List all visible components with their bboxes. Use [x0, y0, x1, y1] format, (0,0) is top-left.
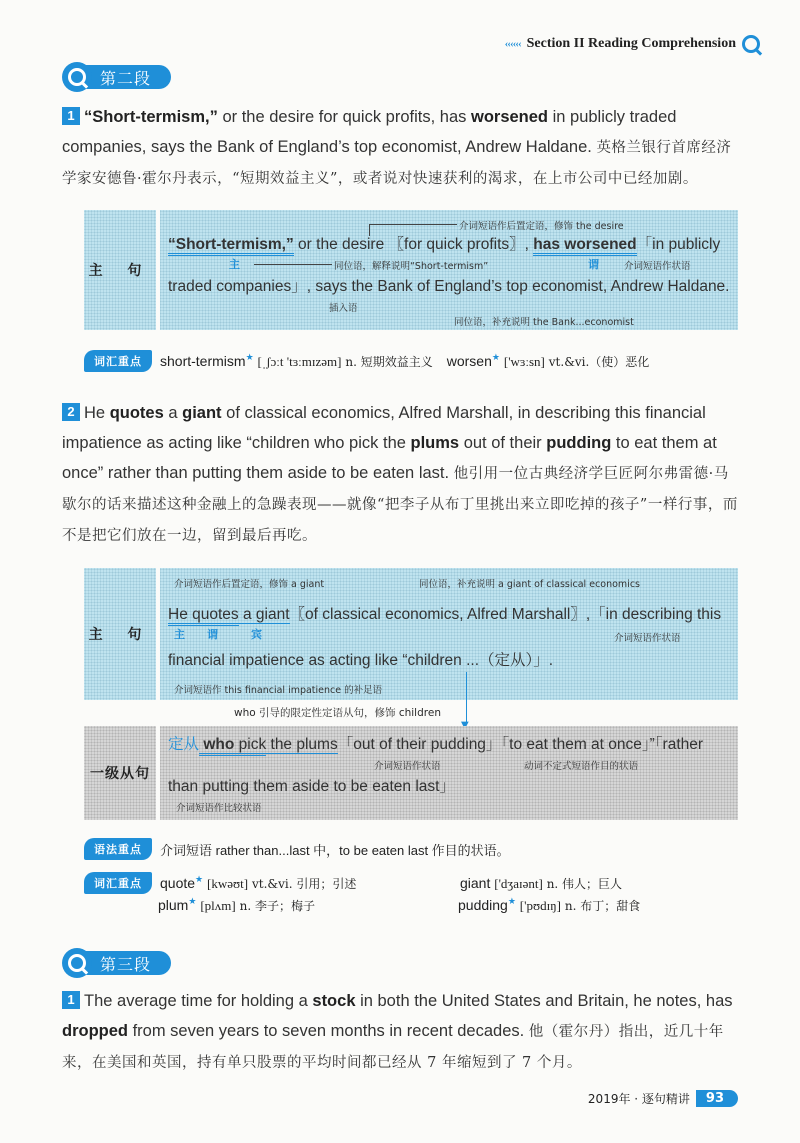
chevrons-icon: ‹‹‹‹‹‹: [504, 38, 521, 50]
paragraph-2: [62, 398, 742, 551]
vocab-word: quote: [160, 875, 196, 891]
annotation: 同位语，补充说明 a giant of classical economics: [419, 579, 641, 590]
clause-tag: 定从: [168, 736, 200, 753]
definition: vt.&vi. 引用；引述: [251, 877, 357, 891]
role-marks: 主 谓 宾: [174, 628, 262, 641]
sentence-line: [168, 274, 730, 296]
grammar-note: 介词短语 rather than...last 中，to be eaten last 作目的状语。: [160, 842, 510, 858]
predicate-mark: 谓: [588, 258, 599, 271]
keyword: giant: [182, 404, 222, 422]
panel-label: 主 句: [88, 263, 152, 279]
phonetic: [ˌʃɔːt 'tɜːmɪzəm]: [257, 354, 342, 369]
panel-label: 一级从句: [90, 766, 150, 782]
footer-label: 2019年 · 逐句精讲: [587, 1092, 690, 1106]
analysis-panel-main-clause-2: [84, 568, 738, 700]
page-footer: [588, 1090, 738, 1107]
analysis-panel-subclause: [84, 726, 738, 820]
phrase: traded companies」, says the Bank of England’s top economist, Andrew Haldane.: [168, 278, 730, 295]
annotation: who 引导的限定性定语从句，修饰 children: [234, 707, 441, 719]
subject-mark: 主: [229, 258, 240, 271]
vocab-word: worsen: [446, 353, 492, 369]
predicate: pick: [234, 736, 266, 756]
vocab-row: [158, 894, 744, 916]
vocab-block: [84, 872, 744, 916]
section-heading: [62, 62, 171, 92]
definition: n. 伟人；巨人: [546, 876, 623, 891]
definition: vt.&vi.（使）恶化: [548, 355, 650, 369]
paragraph-1: [62, 102, 742, 194]
phonetic: ['pʊdɪŋ]: [519, 898, 561, 913]
sentence-number: 1: [62, 991, 80, 1009]
star-icon: ★: [195, 874, 204, 884]
keyword: plums: [410, 434, 460, 452]
sentence-text: a: [163, 404, 183, 422]
sentence-number: 2: [62, 403, 80, 421]
section-title: 第二段: [78, 65, 171, 89]
keyword: worsened: [470, 108, 549, 126]
section-title: 第三段: [78, 951, 171, 975]
sentence-line: [168, 232, 720, 254]
vocab-row: [84, 350, 649, 372]
vocab-word: plum: [158, 897, 189, 913]
magnifier-icon: [62, 948, 92, 978]
phrase: than putting them aside to be eaten last」: [168, 778, 455, 795]
star-icon: ★: [507, 896, 516, 906]
sentence-line: [168, 648, 553, 670]
vocab-entry: [458, 896, 640, 914]
definition: n. 布丁；甜食: [564, 899, 641, 913]
sentence-text: of classical economics, Alfred Marshall, in describing this financial impatience as acting like “children who pick the: [62, 404, 706, 452]
subject: “Short-termism,”: [168, 236, 294, 256]
object: the plums: [266, 736, 338, 753]
grammar-row: [84, 838, 510, 860]
sentence-text: in publicly traded companies, says the Bank of England’s top economist, Andrew Haldane.: [62, 108, 677, 156]
vocab-entry: [158, 896, 458, 914]
annotation: 动词不定式短语作目的状语: [524, 761, 639, 772]
phrase: or the desire: [293, 236, 389, 253]
annotation: 介词短语作状语: [374, 761, 441, 772]
annotation: 插入语: [329, 303, 358, 314]
magnifier-icon: [742, 35, 760, 53]
phrase: 「in publicly: [636, 236, 721, 253]
star-icon: ★: [245, 352, 254, 362]
sentence-text: or the desire for quick profits, has: [217, 108, 471, 126]
annotation-line: [369, 224, 457, 225]
phrase: 〖of classical economics, Alfred Marshall〗,「in describing this: [289, 606, 722, 623]
phonetic: [plʌm]: [200, 898, 236, 913]
vocab-word: short-termism: [160, 353, 246, 369]
sentence-number: 1: [62, 107, 80, 125]
sentence-text: He: [84, 404, 110, 422]
translation: 英格兰银行首席经济学家安德鲁·霍尔丹表示，“短期效益主义”，或者说对快速获利的渴求，在上市公司中已经加剧。: [62, 140, 732, 187]
divider: [156, 568, 160, 700]
phrase: ,: [524, 236, 534, 253]
tag-vocab: 词汇重点: [84, 350, 152, 372]
vocab-word: giant: [460, 874, 491, 891]
running-header: [505, 34, 760, 54]
sentence-text: The average time for holding a: [84, 992, 313, 1010]
vocab-entry: [160, 352, 433, 370]
sentence-text: in both the United States and Britain, he notes, has: [355, 992, 733, 1010]
connector-arrow: [466, 672, 467, 724]
star-icon: ★: [491, 352, 500, 362]
keyword: dropped: [62, 1022, 128, 1040]
object: a giant: [238, 606, 290, 623]
annotation-line: [254, 264, 332, 265]
phrase: 「out of their pudding」「to eat them at once」”「rather: [337, 736, 704, 753]
sentence-line: [168, 732, 703, 754]
phrase: 〖for quick profits〗: [388, 236, 525, 253]
phrase: financial impatience as acting like “children ...（定从）」.: [168, 652, 554, 669]
annotation: 介词短语作后置定语，修饰 a giant: [174, 579, 325, 590]
vocab-word: pudding: [458, 897, 508, 913]
predicate: quotes: [188, 606, 239, 626]
divider: [156, 210, 160, 330]
phonetic: ['wɜːsn]: [503, 354, 545, 369]
keyword: pudding: [546, 434, 612, 452]
translation: 他引用一位古典经济学巨匠阿尔弗雷德·马歇尔的话来描述这种金融上的急躁表现——就像“把李子从布丁里挑出来立即吃掉的孩子”一样行事，而不是把它们放在一边，留到最后再吃。: [62, 466, 738, 544]
annotation: 介词短语作后置定语，修饰 the desire: [459, 221, 624, 232]
predicate: has worsened: [533, 236, 636, 256]
phonetic: [kwəʊt]: [207, 876, 249, 891]
tag-vocab: 词汇重点: [84, 872, 152, 894]
definition: n. 短期效益主义: [345, 355, 433, 369]
tag-grammar: 语法重点: [84, 838, 152, 860]
page-number: 93: [696, 1090, 738, 1107]
section-heading: [62, 948, 171, 978]
annotation: 介词短语作 this financial impatience 的补足语: [174, 685, 383, 696]
keyword: “Short-termism,”: [84, 108, 218, 126]
paragraph-3: [62, 986, 742, 1078]
header-title: Section II Reading Comprehension: [526, 36, 736, 51]
sentence-text: to eat them at once” rather than putting them aside to be eaten last.: [62, 434, 717, 482]
magnifier-icon: [62, 62, 92, 92]
sentence-line: [168, 602, 721, 624]
vocab-entry: [460, 875, 622, 892]
star-icon: ★: [188, 896, 197, 906]
annotation: 介词短语作状语: [614, 633, 681, 644]
subject: who: [199, 736, 234, 756]
sentence-text: from seven years to seven months in recent decades.: [128, 1022, 529, 1040]
vocab-entry: [160, 874, 460, 892]
annotation: 同位语，补充说明 the Bank...economist: [454, 317, 634, 328]
annotation: 介词短语作状语: [624, 261, 691, 272]
panel-label: 主 句: [88, 627, 152, 643]
annotation: 同位语，解释说明“Short-termism”: [334, 261, 489, 272]
vocab-row: [84, 872, 744, 894]
vocab-entry: [447, 352, 650, 370]
sentence-text: out of their: [459, 434, 547, 452]
annotation: 介词短语作比较状语: [176, 803, 262, 814]
definition: n. 李子；梅子: [239, 899, 315, 913]
subject: He: [168, 606, 188, 626]
keyword: quotes: [109, 404, 164, 422]
phonetic: ['dʒaɪənt]: [494, 875, 543, 891]
divider: [156, 726, 160, 820]
analysis-panel-main-clause: [84, 210, 738, 330]
keyword: stock: [312, 992, 356, 1010]
sentence-line: [168, 774, 455, 796]
translation: 他（霍尔丹）指出，近几十年来，在美国和英国，持有单只股票的平均时间都已经从 7 年缩短到了 7 个月。: [62, 1024, 724, 1071]
